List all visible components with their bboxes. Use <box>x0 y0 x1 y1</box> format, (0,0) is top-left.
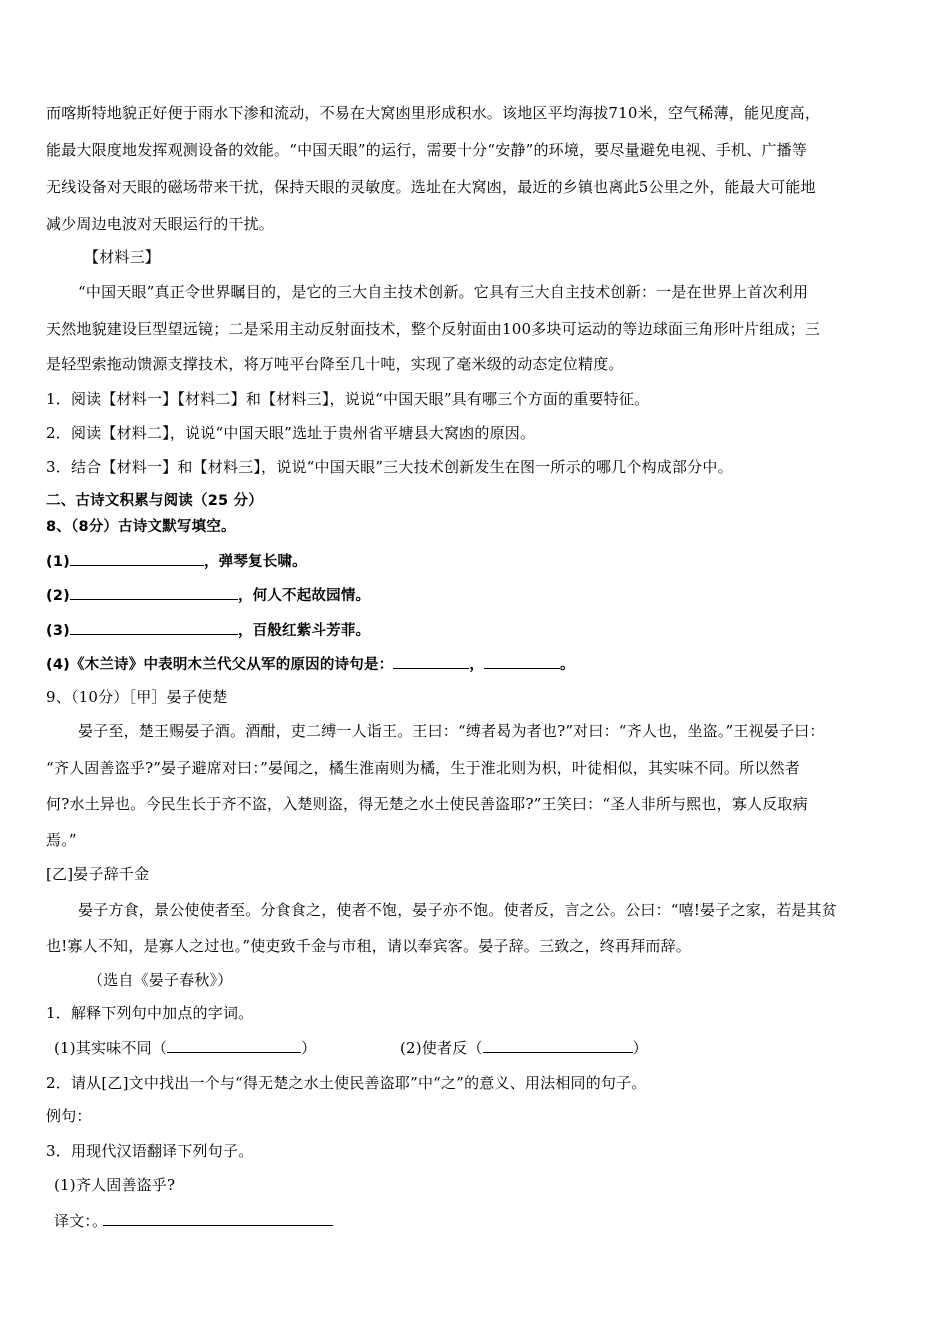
answer-blank[interactable] <box>167 1037 301 1053</box>
subquestion-1: 1．解释下列句中加点的字词。 <box>46 1004 254 1022</box>
fill-blank-1 <box>46 550 916 572</box>
answer-blank[interactable] <box>70 550 204 566</box>
paragraph-line: 无线设备对天眼的磁场带来干扰，保持天眼的灵敏度。选址在大窝凼，最近的乡镇也离此5公里之外，能最大可能地 <box>46 178 816 196</box>
blank-suffix: ，何人不起故园情。 <box>237 588 371 604</box>
passage-line: 何?水土异也。今民生长于齐不盗，入楚则盗，得无楚之水土使民善盗耶?”王笑曰：“圣人非所与熙也，寡人反取病 <box>46 795 808 813</box>
explain-item-2 <box>400 1037 800 1058</box>
passage-line: 晏子方食，景公使使者至。分食食之，使者不饱，晏子亦不饱。使者反，言之公。公曰：“嘻!晏子之家，若是其贫 <box>78 901 837 919</box>
period: 。 <box>560 657 575 673</box>
answer-blank[interactable] <box>484 653 560 669</box>
paragraph-line: “中国天眼”真正令世界瞩目的，是它的三大自主技术创新。它具有三大自主技术创新：一是在世界上首次利用 <box>78 283 809 301</box>
paragraph-line: 减少周边电波对天眼运行的干扰。 <box>46 215 275 233</box>
passage-line: 晏子至，楚王赐晏子酒。酒酣，吏二缚一人诣王。王曰：“缚者曷为者也?”对曰：“齐人也，坐盗。”王视晏子曰： <box>78 722 825 740</box>
blank-suffix: ，百般红紫斗芳菲。 <box>237 623 371 639</box>
translate-item-1: (1)齐人固善盗乎? <box>54 1176 176 1194</box>
source-note: （选自《晏子春秋》） <box>88 971 233 989</box>
section-heading: 二、古诗文积累与阅读（25 分） <box>46 493 263 509</box>
question-8-label: 8、（8分）古诗文默写填空。 <box>46 519 236 535</box>
passage-b-title: [乙]晏子辞千金 <box>46 865 150 883</box>
passage-line: 也!寡人不知，是寡人之过也。”使吏致千金与市租，请以奉宾客。晏子辞。三致之，终再拜而辞。 <box>46 937 692 955</box>
item-text: (1)其实味不同（ <box>54 1039 168 1057</box>
item-text: (2)使者反（ <box>400 1039 483 1057</box>
answer-blank[interactable] <box>70 584 238 600</box>
close-paren: ） <box>632 1039 648 1057</box>
answer-blank[interactable] <box>393 653 469 669</box>
answer-blank[interactable] <box>70 619 238 635</box>
blank-prompt: (4)《木兰诗》中表明木兰代父从军的原因的诗句是： <box>46 657 394 673</box>
question-1: 1．阅读【材料一】【材料二】和【材料三】，说说“中国天眼”具有哪三个方面的重要特征。 <box>46 390 650 408</box>
passage-line: “齐人固善盗乎?”晏子避席对曰：”晏闻之，橘生淮南则为橘，生于淮北则为枳，叶徒相似，其实味不同。所以然者 <box>46 759 800 777</box>
paragraph-line: 天然地貌建设巨型望远镜；二是采用主动反射面技术，整个反射面由100多块可运动的等边球面三角形叶片组成；三 <box>46 320 821 338</box>
example-label: 例句： <box>46 1107 92 1125</box>
fill-blank-2 <box>46 584 916 606</box>
comma: ， <box>469 657 485 673</box>
subquestion-3: 3．用现代汉语翻译下列句子。 <box>46 1142 254 1160</box>
paragraph-line: 是轻型索拖动馈源支撑技术，将万吨平台降至几十吨，实现了毫米级的动态定位精度。 <box>46 355 624 373</box>
blank-number: (2) <box>46 588 70 604</box>
question-2: 2．阅读【材料二】，说说“中国天眼”选址于贵州省平塘县大窝凼的原因。 <box>46 424 536 442</box>
question-8-title <box>46 516 916 537</box>
material-three-heading: 【材料三】 <box>84 248 161 266</box>
paragraph-line: 能最大限度地发挥观测设备的效能。“中国天眼”的运行，需要十分“安静”的环境，要尽量避免电视、手机、广播等 <box>46 141 808 159</box>
subquestion-2: 2．请从[乙]文中找出一个与“得无楚之水土使民善盗耶”中“之”的意义、用法相同的句子。 <box>46 1074 647 1092</box>
blank-number: (3) <box>46 623 70 639</box>
question-9-title: 9、（10分）［甲］晏子使楚 <box>46 688 228 706</box>
fill-blank-4 <box>46 653 916 675</box>
blank-number: (1) <box>46 554 70 570</box>
answer-blank[interactable] <box>103 1210 333 1226</box>
close-paren: ） <box>301 1039 317 1057</box>
blank-suffix: ，弹琴复长啸。 <box>203 554 307 570</box>
paragraph-line: 而喀斯特地貌正好便于雨水下渗和流动，不易在大窝凼里形成积水。该地区平均海拔710米，空气稀薄，能见度高， <box>46 104 821 122</box>
translation-label: 译文：。 <box>54 1212 108 1230</box>
translation-answer <box>54 1210 924 1231</box>
passage-line: 焉。” <box>46 831 77 849</box>
fill-blank-3 <box>46 619 916 641</box>
question-3: 3．结合【材料一】和【材料三】，说说“中国天眼”三大技术创新发生在图一所示的哪几个构成部分中。 <box>46 458 733 476</box>
answer-blank[interactable] <box>483 1037 633 1053</box>
